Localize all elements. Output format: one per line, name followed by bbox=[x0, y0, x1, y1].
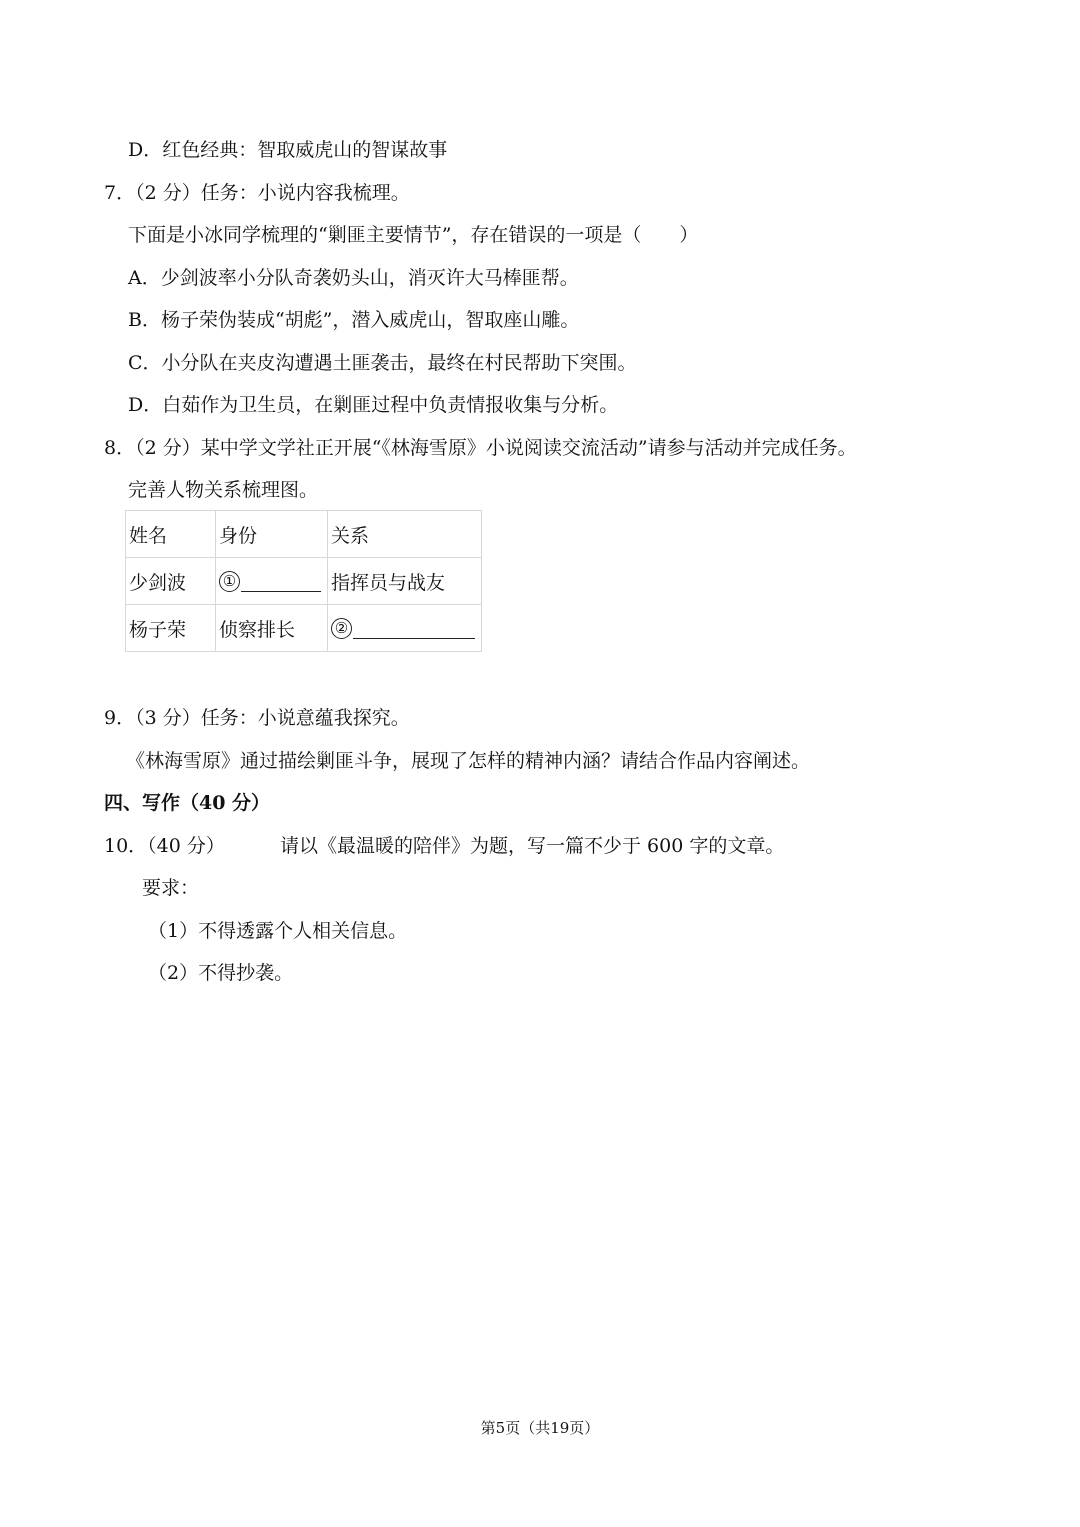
q10-number: 10．（40 分） bbox=[104, 835, 225, 857]
q7-option-b: B．杨子荣伪装成“胡彪”，潜入威虎山，智取座山雕。 bbox=[128, 309, 580, 331]
table-header-row bbox=[126, 511, 482, 558]
q8-title: 8．（2 分）某中学文学社正开展“《林海雪原》小说阅读交流活动”请参与活动并完成任务。 bbox=[104, 437, 857, 459]
fill-blank-1[interactable] bbox=[241, 571, 321, 592]
q10-requirement-1: （1）不得透露个人相关信息。 bbox=[148, 920, 408, 942]
q7-title: 7．（2 分）任务：小说内容我梳理。 bbox=[104, 182, 410, 204]
character-relation-table bbox=[125, 510, 482, 652]
cell-name: 杨子荣 bbox=[126, 605, 216, 652]
q10-prompt: 请以《最温暖的陪伴》为题，写一篇不少于 600 字的文章。 bbox=[280, 835, 785, 857]
q10-requirements-label: 要求： bbox=[142, 877, 200, 899]
q9-stem: 《林海雪原》通过描绘剿匪斗争，展现了怎样的精神内涵？请结合作品内容阐述。 bbox=[126, 750, 811, 772]
circled-number-2: ② bbox=[331, 618, 352, 639]
cell-identity-blank[interactable] bbox=[216, 558, 328, 605]
page-footer: 第5页（共19页） bbox=[480, 1419, 600, 1437]
q10-requirement-2: （2）不得抄袭。 bbox=[148, 962, 294, 984]
header-identity: 身份 bbox=[216, 511, 328, 558]
cell-identity: 侦察排长 bbox=[216, 605, 328, 652]
q7-option-d: D．白茹作为卫生员，在剿匪过程中负责情报收集与分析。 bbox=[128, 394, 619, 416]
table-row bbox=[126, 558, 482, 605]
q7-option-c: C．小分队在夹皮沟遭遇土匪袭击，最终在村民帮助下突围。 bbox=[128, 352, 637, 374]
cell-relation: 指挥员与战友 bbox=[328, 558, 482, 605]
cell-name: 少剑波 bbox=[126, 558, 216, 605]
q7-stem: 下面是小冰同学梳理的“剿匪主要情节”，存在错误的一项是（ ） bbox=[128, 224, 699, 246]
q8-stem: 完善人物关系梳理图。 bbox=[128, 479, 319, 501]
q9-title: 9．（3 分）任务：小说意蕴我探究。 bbox=[104, 707, 410, 729]
section-writing-heading: 四、写作（40 分） bbox=[104, 792, 271, 814]
q6-option-d: D．红色经典：智取威虎山的智谋故事 bbox=[128, 139, 448, 161]
circled-number-1: ① bbox=[219, 571, 240, 592]
cell-relation-blank[interactable] bbox=[328, 605, 482, 652]
q7-option-a: A．少剑波率小分队奇袭奶头山，消灭许大马棒匪帮。 bbox=[128, 267, 579, 289]
header-relation: 关系 bbox=[328, 511, 482, 558]
table-row bbox=[126, 605, 482, 652]
header-name: 姓名 bbox=[126, 511, 216, 558]
fill-blank-2[interactable] bbox=[353, 618, 475, 639]
